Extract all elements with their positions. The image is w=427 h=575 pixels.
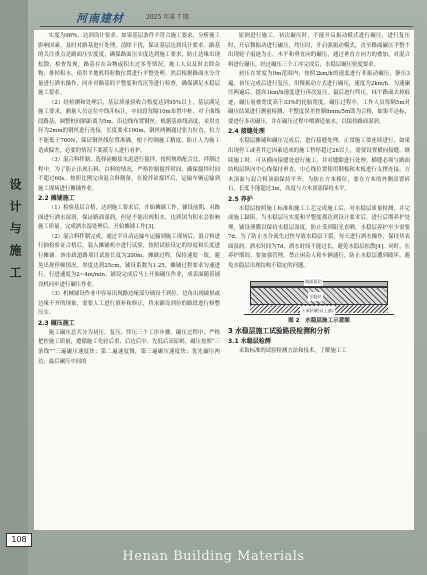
section-side-label: 设计与施工 xyxy=(8,178,22,288)
paragraph: 实度为96%，达到设计要求。如果基层条件不符合施工要求，分析施工影响因素，及时对路基进行处理，清除干扰，保证基层达到设计要求。路基的关注重点是路面压实度度，确保路面压实度达到施工要求，防止边缘出现松散、检查发现，路基存在杂物或积水过多等情况，施工人员及时去除杂物、排掉积水，使用平地机将粒数位置进行平整处理。然后根据路面水分含量进行洒水操作，同步对路基的平整度和弯沉等进行检查，确保满足水稳层施工要求。 xyxy=(38,33,220,97)
paragraph: 水稳层按照施工标准和施工工艺完成施工后，对水稳层质量检测，并完成施工缺陷。当水稳层压实度和平整度都达到设计要求后，进行后期养护处理。铺设薄膜以保持水稳层湿度，防止受到阳光直晒。水稳层养护至少需要7d，为了防止水分流失过快导致水稳层干裂，每天进行洒水操作，保持其表面湿润。洒水时间为7d，洒水时间不能过长，避免水稳层松散[4]。同时，在养护期间，要加强管理，禁止闲杂人和车辆通行，防止水稳层遭到破坏，避免水稳层出现结构不稳定的问题。 xyxy=(228,205,410,270)
construction-diagram xyxy=(244,275,394,315)
section-heading: 3 水稳层施工试验路段检测和分析 xyxy=(228,327,331,336)
page-header xyxy=(40,10,413,26)
right-column xyxy=(228,30,410,530)
paragraph: 施工碾压总共分为初压、复压、终压三个工序步骤。碾压过程中，严格把控施工质量，遵循施工先轻后重、后边后中、先低后高原则，碾压按照“三条线”“三遍碾压速度快；第二遍速度慢，第三遍碾压速度快；优先碾压两边，最后碾压中间的 xyxy=(38,329,220,365)
paragraph: （3）混合料拌制，选择硅酸盐水泥进行搅拌，按照规格配合比，拌制过程中，为了防止出现石料、白料的情况，严格控制搅拌时间，确保搅拌时间不超过60s。按照比例完成混合料制备，在搅拌站搅拌后，运输车辆运输到施工现场进行摊铺作业。 xyxy=(38,157,220,192)
paragraph: 水稳层摊铺和碾压完成后，进行接缝处理。正常施工要连续进行，如果出现停工或者其它因素造成的施工暂停超过2h以上，需要设置横向接缝，继续施工时，可从横向接缝处进行施工，并对缝隙进行处理。横缝必须与路面结构层纵向中心线保持垂直，中心线位置使用钢板和木板进行支撑连接，方木顶面与混合料顶面保持平齐。为防止方木移位，要在方木的外侧添置碎石，长度不能超过3m，高度与方木顶部保持水平。 xyxy=(228,138,410,193)
figure xyxy=(228,275,410,327)
journal-logo: 河南建材 xyxy=(76,12,124,25)
paragraph: （3）机械铺设作业中容易出现路边缘部分铺设不到位、边角出现破损或边缘不齐的现象，需要人工进行填补和修正，将未铺设到位的路段进行修整压实。 xyxy=(38,291,220,317)
paragraph: 初压在宽度为9m范围内，按照2km/h的速度进行非振动碾压，静压3遍。初压完成后进行复压，用慢振动方式进行碾压，速度为2km/h，匀速碾压两遍后，提高1km/h速度进行再次复压。最后进行终压，抹平路面去掉痕迹，碾压量叠宽度高于33%的轮胎宽度，碾压过程中，工作人员每隔5m对碾压结果进行测量检测，平整度误差控制8mm/5m即为合格，如果不达标，要进行多次碾压，并在碾压过程中喷洒适量水，以保持路面湿润。 xyxy=(228,71,410,125)
left-column xyxy=(38,30,220,530)
footer-journal-title: Henan Building Materials xyxy=(122,549,305,564)
paragraph: （1）检验基层合格，达到施工要求后，开始摊铺工作。铺设前期，对路面进行洒水湿润，保证路面湿润，但是不能出现积水，达到国为积水会影响施工质量。完成洒水湿处理后，开始摊铺工作[3]。 xyxy=(38,205,220,231)
section-heading: 2.3 碾压施工 xyxy=(38,319,75,327)
section-heading: 2.4 接缝处理 xyxy=(228,128,265,136)
paragraph: 原则进行施工。初次碾压时，不能开启振动模式进行碾压，进行复压时，开启微振动进行碾压，终压时，开启强振动模式。直至路面碾压平整不出现轮子痕迹为止。水平和垂直向的碾压，通过垂直方向力的叠加，对混合料进行碾压，经过碾压三个工序完成后，水稳层碾压密度要求。 xyxy=(228,33,410,68)
section-heading: 2.5 养护 xyxy=(228,195,253,203)
diagram-label: 路面面层 xyxy=(304,277,323,287)
paragraph: （2）经检测和处理后，基层质量验收合格度达到95%以上，基层满足施工要求，测量人员定位中线并标注，中间段每隔10m布置中桩，对于曲线段路基，调整桩间隔距离为5m。沿边线布置钢丝，根据基准线高度，采用直径为2mm的钢丝进行连接，长度要求100m，钢丝两侧通过张力拉直，拉力不能低于700N，保证钢丝线位置准确，便于控制施工精度，防止人为施工造成偏差，必要的情况下要派专人进行看护。 xyxy=(38,99,220,154)
page-number: 108 xyxy=(6,533,32,547)
section-heading: 2.2 摊铺施工 xyxy=(38,195,75,203)
paragraph: 采取标准的试验检测方法和技术，了解施工工 xyxy=(238,348,347,355)
header-rule xyxy=(40,26,413,27)
section-heading: 3.1 水稳层检测 xyxy=(228,338,271,346)
issue-label: 2025 年第 7 期 xyxy=(146,14,189,21)
article-content xyxy=(34,30,414,530)
diagram-label: 下承层碾压(土基) xyxy=(300,306,335,316)
paragraph: （2）混合料拌制完成，通过半自动运输车运输到施工现场后。混合料进行抽检验证合格后，装入摊铺机中进行试验，按照试验设定的厚度和长度进行摊铺。该市政道路项目试验长度为200m，摊铺过程，保持速度一致，避免出现停顿情况。厚度达到25cm，铺设系数为1.25，摊铺过程要求匀速进行，行进速度为2~4m/min。铺设完成后马上开始碾压作业，成表面随着铺设机同步进行碾压作业。 xyxy=(38,233,220,288)
diagram-label: 水稳层 xyxy=(308,292,323,302)
figure-caption: 图 2 水稳层施工示意图 xyxy=(288,317,350,324)
